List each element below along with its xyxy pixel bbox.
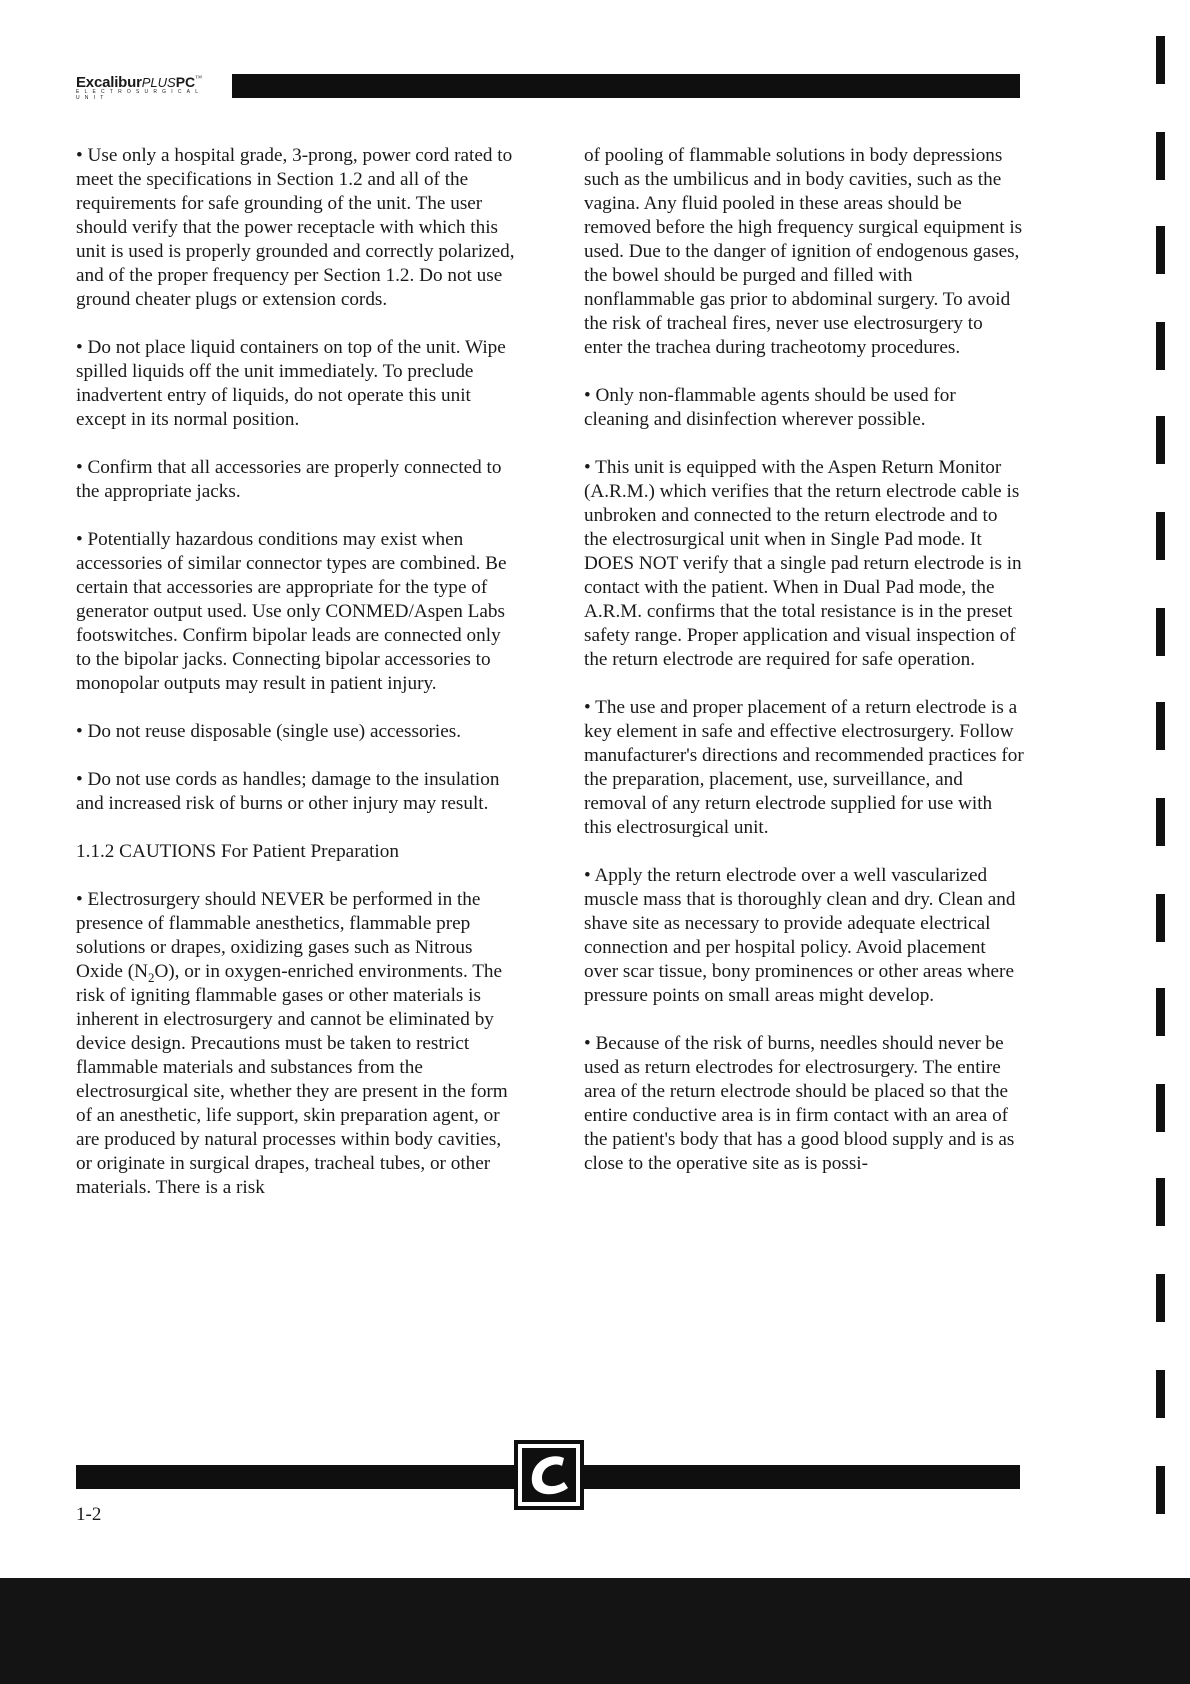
footer-rule-left <box>76 1465 516 1489</box>
paragraph: • Because of the risk of burns, needles should never be used as return electrodes for electrosurgery. The entire area of the return electrode should be placed so that the entire conductive area is in firm contact with an area of the patient's body that has a good blood supply and is as close to the operative site as is possi- <box>584 1033 1015 1174</box>
paragraph: • Potentially hazardous conditions may exist when accessories of similar connector types are combined. Be certain that accessories are appropriate for the type of generator output used. Use only CONMED/Aspen Labs footswitches. Confirm bipolar leads are connected only to the bipolar jacks. Connecting bipolar accessories to monopolar outputs may result in patient injury. <box>76 529 507 694</box>
paragraph <box>76 888 516 1200</box>
page-header <box>76 74 1020 101</box>
page-number: 1-2 <box>76 1504 102 1525</box>
paragraph: • Do not place liquid containers on top of the unit. Wipe spilled liquids off the unit immediately. To preclude inadvertent entry of liquids, do not operate this unit except in its normal position. <box>76 337 506 430</box>
text-run: • Electrosurgery should NEVER be performed in the presence of flammable anesthetics, flammable prep solutions or drapes, oxidizing gases such as Nitrous Oxide (N <box>76 889 481 982</box>
text-run: O), or in oxygen-enriched environments. The risk of igniting flammable gases or other materials is inherent in electrosurgery and cannot be eliminated by device design. Precautions must be taken to restrict flammable materials and substances from the electrosurgical site, whether they are present in the form of an anesthetic, life support, skin preparation agent, or are produced by natural processes within body cavities, or originate in surgical drapes, tracheal tubes, or other materials. There is a risk <box>76 961 508 1198</box>
binding-holes <box>1152 36 1172 1536</box>
left-column <box>76 144 516 1224</box>
brand-pc: PC <box>175 74 196 90</box>
brand-plus: PLUS <box>141 75 176 90</box>
brand-logo <box>76 74 236 101</box>
brand-trademark: ™ <box>195 74 203 82</box>
paragraph: • This unit is equipped with the Aspen Return Monitor (A.R.M.) which verifies that the return electrode cable is unbroken and connected to the return electrode and to the electrosurgical unit when in Single Pad mode. It DOES NOT verify that a single pad return electrode is in contact with the patient. When in Dual Pad mode, the A.R.M. confirms that the total resistance is in the preset safety range. Proper application and visual inspection of the return electrode are required for safe operation. <box>584 457 1022 670</box>
paragraph: • Apply the return electrode over a well vascularized muscle mass that is thoroughly clean and dry. Clean and shave site as necessary to provide adequate electrical connection and per hospital policy. Avoid placement over scar tissue, bony prominences or other areas where pressure points on small areas might develop. <box>584 865 1016 1006</box>
paragraph: • Use only a hospital grade, 3-prong, power cord rated to meet the specifications in Section 1.2 and all of the requirements for safe grounding of the unit. The user should verify that the power receptacle with which this unit is used is properly grounded and correctly polarized, and of the proper frequency per Section 1.2. Do not use ground cheater plugs or extension cords. <box>76 145 515 310</box>
brand-subtitle: ELECTROSURGICAL UNIT <box>76 89 203 101</box>
brand-name: Excalibur <box>76 74 142 91</box>
footer-rule-right <box>584 1465 1020 1489</box>
subscript: 2 <box>147 969 155 985</box>
paragraph: • Confirm that all accessories are properly connected to the appropriate jacks. <box>76 457 502 502</box>
paragraph: • The use and proper placement of a return electrode is a key element in safe and effective electrosurgery. Follow manufacturer's directions and recommended practices for the preparation, placement, use, surveillance, and removal of any return electrode supplied for use with this electrosurgical unit. <box>584 697 1024 838</box>
paragraph: • Only non-flammable agents should be used for cleaning and disinfection wherever possible. <box>584 385 956 430</box>
conmed-logo-icon <box>514 1440 584 1510</box>
paragraph: • Do not reuse disposable (single use) accessories. <box>76 721 462 742</box>
right-column <box>584 144 1024 1200</box>
scan-border <box>0 1578 1190 1684</box>
paragraph: • Do not use cords as handles; damage to the insulation and increased risk of burns or other injury may result. <box>76 769 500 814</box>
header-rule <box>232 74 1020 98</box>
section-heading: 1.1.2 CAUTIONS For Patient Preparation <box>76 841 399 862</box>
paragraph: of pooling of flammable solutions in body depressions such as the umbilicus and in body cavities, such as the vagina. Any fluid pooled in these areas should be removed before the high frequency surgical equipment is used. Due to the danger of ignition of endogenous gases, the bowel should be purged and filled with nonflammable gas prior to abdominal surgery. To avoid the risk of tracheal fires, never use electrosurgery to enter the trachea during tracheotomy procedures. <box>584 145 1023 358</box>
